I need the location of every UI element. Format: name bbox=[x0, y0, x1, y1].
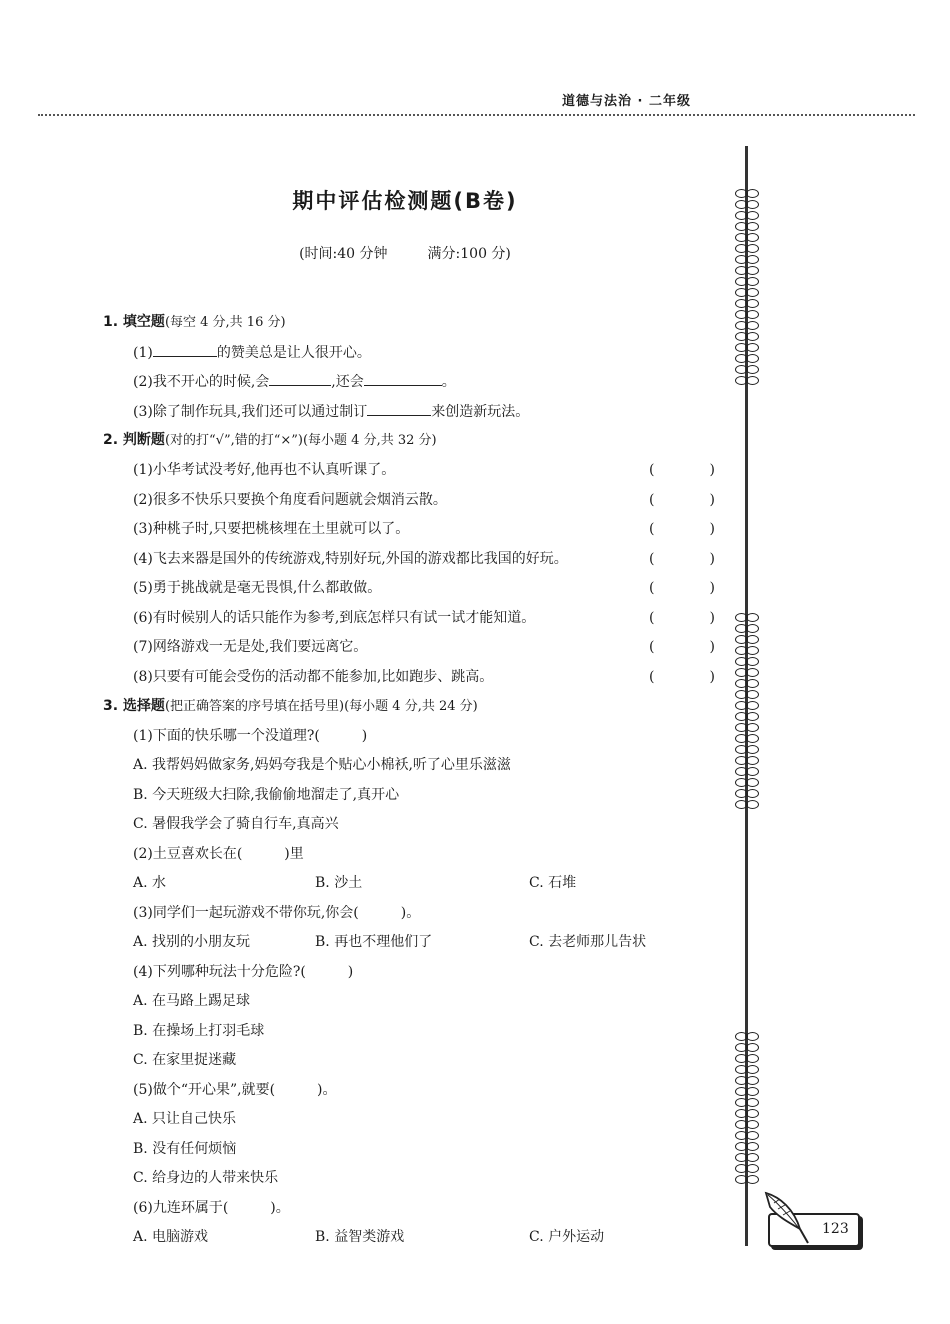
choice-option-c[interactable]: C. 给身边的人带来快乐 bbox=[133, 1170, 279, 1186]
choice-option-c[interactable]: C. 在家里捉迷藏 bbox=[133, 1052, 237, 1068]
exam-info bbox=[0, 243, 810, 263]
binding-rings-middle bbox=[733, 612, 761, 810]
choice-option-b[interactable]: B. 没有任何烦恼 bbox=[133, 1141, 237, 1157]
choice-option-c[interactable]: C. 暑假我学会了骑自行车,真高兴 bbox=[133, 816, 339, 832]
answer-parentheses[interactable]: ( ) bbox=[649, 462, 715, 478]
exam-time: (时间:40 分钟 bbox=[299, 246, 388, 262]
answer-parentheses[interactable]: ( ) bbox=[649, 521, 715, 537]
answer-parentheses[interactable]: ( ) bbox=[649, 669, 715, 685]
answer-blank[interactable] bbox=[269, 371, 331, 386]
page-number: 123 bbox=[822, 1221, 849, 1237]
choice-question-stem: (2)土豆喜欢长在( )里 bbox=[133, 846, 304, 862]
choice-option-a[interactable]: A. 只让自己快乐 bbox=[133, 1111, 237, 1127]
choice-question-stem: (4)下列哪种玩法十分危险?( ) bbox=[133, 964, 354, 980]
answer-parentheses[interactable]: ( ) bbox=[649, 610, 715, 626]
choice-option-b[interactable]: B. 今天班级大扫除,我偷偷地溜走了,真开心 bbox=[133, 787, 400, 803]
judge-question: (4)飞去来器是国外的传统游戏,特别好玩,外国的游戏都比我国的好玩。 bbox=[133, 551, 568, 567]
fill-question-2: (2)我不开心的时候,会 ,还会 。 bbox=[133, 371, 456, 392]
answer-blank[interactable] bbox=[367, 401, 431, 416]
judge-question: (3)种桃子时,只要把桃核埋在土里就可以了。 bbox=[133, 521, 410, 537]
section-true-false-heading: 2. 判断题(对的打“√”,错的打“×”)(每小题 4 分,共 32 分) bbox=[103, 432, 437, 448]
choice-option-c[interactable]: C. 去老师那儿告状 bbox=[529, 934, 647, 950]
judge-question: (8)只要有可能会受伤的活动都不能参加,比如跑步、跳高。 bbox=[133, 669, 494, 685]
judge-question: (2)很多不快乐只要换个角度看问题就会烟消云散。 bbox=[133, 492, 447, 508]
choice-question-stem: (3)同学们一起玩游戏不带你玩,你会( )。 bbox=[133, 905, 421, 921]
choice-option-b[interactable]: B. 益智类游戏 bbox=[315, 1229, 405, 1245]
page-title: 期中评估检测题(B卷) bbox=[292, 189, 518, 213]
quill-icon bbox=[760, 1187, 820, 1249]
choice-option-b[interactable]: B. 再也不理他们了 bbox=[315, 934, 433, 950]
choice-option-a[interactable]: A. 找别的小朋友玩 bbox=[133, 934, 251, 950]
choice-option-c[interactable]: C. 石堆 bbox=[529, 875, 577, 891]
judge-question: (7)网络游戏一无是处,我们要远离它。 bbox=[133, 639, 368, 655]
section-multiple-choice-heading: 3. 选择题(把正确答案的序号填在括号里)(每小题 4 分,共 24 分) bbox=[103, 698, 478, 714]
answer-blank[interactable] bbox=[364, 371, 442, 386]
choice-option-c[interactable]: C. 户外运动 bbox=[529, 1229, 605, 1245]
judge-question: (1)小华考试没考好,他再也不认真听课了。 bbox=[133, 462, 396, 478]
choice-question-stem: (1)下面的快乐哪一个没道理?( ) bbox=[133, 728, 368, 744]
binding-rings-bottom bbox=[733, 1031, 761, 1185]
header-dotted-rule bbox=[38, 114, 915, 116]
section-fill-blank-heading: 1. 填空题(每空 4 分,共 16 分) bbox=[103, 314, 286, 330]
answer-parentheses[interactable]: ( ) bbox=[649, 580, 715, 596]
choice-question-stem: (5)做个“开心果”,就要( )。 bbox=[133, 1082, 337, 1098]
choice-option-a[interactable]: A. 我帮妈妈做家务,妈妈夸我是个贴心小棉袄,听了心里乐滋滋 bbox=[133, 757, 511, 773]
judge-question: (5)勇于挑战就是毫无畏惧,什么都敢做。 bbox=[133, 580, 382, 596]
answer-parentheses[interactable]: ( ) bbox=[649, 639, 715, 655]
answer-blank[interactable] bbox=[153, 342, 217, 357]
choice-option-b[interactable]: B. 沙土 bbox=[315, 875, 363, 891]
fill-question-1: (1) 的赞美总是让人很开心。 bbox=[133, 342, 371, 363]
choice-question-stem: (6)九连环属于( )。 bbox=[133, 1200, 290, 1216]
header-subject: 道德与法治 · 二年级 bbox=[562, 94, 691, 109]
judge-question: (6)有时候别人的话只能作为参考,到底怎样只有试一试才能知道。 bbox=[133, 610, 536, 626]
answer-parentheses[interactable]: ( ) bbox=[649, 492, 715, 508]
choice-option-b[interactable]: B. 在操场上打羽毛球 bbox=[133, 1023, 265, 1039]
exam-score: 满分:100 分) bbox=[427, 246, 511, 262]
choice-option-a[interactable]: A. 电脑游戏 bbox=[133, 1229, 209, 1245]
answer-parentheses[interactable]: ( ) bbox=[649, 551, 715, 567]
fill-question-3: (3)除了制作玩具,我们还可以通过制订 来创造新玩法。 bbox=[133, 401, 529, 422]
page-number-badge bbox=[760, 1187, 860, 1249]
choice-option-a[interactable]: A. 水 bbox=[133, 875, 167, 891]
choice-option-a[interactable]: A. 在马路上踢足球 bbox=[133, 993, 251, 1009]
binding-rings-top bbox=[733, 188, 761, 386]
